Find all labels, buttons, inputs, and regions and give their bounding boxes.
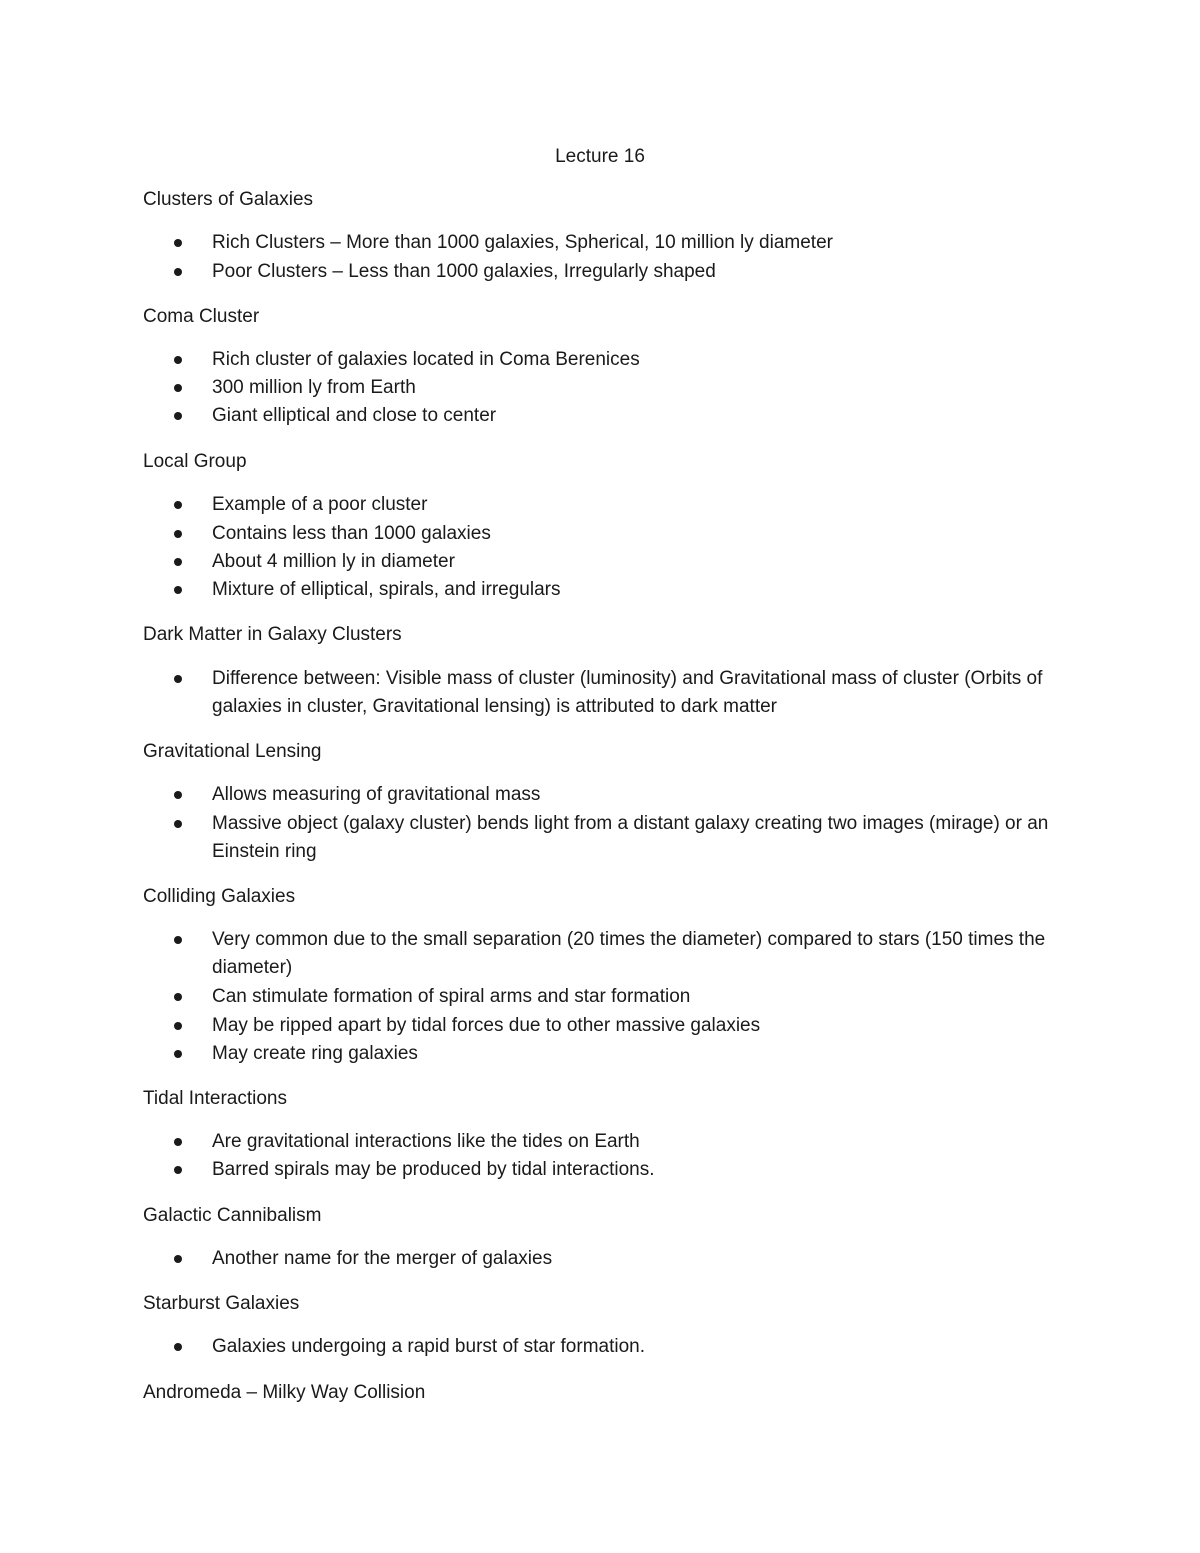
- list-item-text: Barred spirals may be produced by tidal interactions.: [212, 1159, 655, 1180]
- list-item-text: Allows measuring of gravitational mass: [212, 784, 541, 805]
- list-item: [174, 491, 1054, 519]
- list-item-text: Poor Clusters – Less than 1000 galaxies, Irregularly shaped: [212, 261, 716, 282]
- list-item-text: Giant elliptical and close to center: [212, 405, 497, 426]
- list-item: [174, 548, 1054, 576]
- list-item: [174, 781, 1054, 809]
- list-item-text: About 4 million ly in diameter: [212, 551, 455, 572]
- list-item-text: Galaxies undergoing a rapid burst of star formation.: [212, 1336, 646, 1357]
- list-item: [174, 520, 1054, 548]
- section-heading: Local Group: [143, 451, 247, 472]
- bullet-icon: [174, 558, 182, 566]
- list-item: [174, 1156, 1054, 1184]
- list-item-text: Rich cluster of galaxies located in Coma Berenices: [212, 349, 640, 370]
- bullet-icon: [174, 1255, 182, 1263]
- bullet-icon: [174, 501, 182, 509]
- list-item-text: Mixture of elliptical, spirals, and irregulars: [212, 579, 561, 600]
- page-title: Lecture 16: [555, 146, 645, 167]
- section-heading: Coma Cluster: [143, 306, 260, 327]
- section-heading: Tidal Interactions: [143, 1088, 287, 1109]
- list-item: [174, 983, 1054, 1011]
- bullet-icon: [174, 586, 182, 594]
- section-heading: Clusters of Galaxies: [143, 189, 314, 210]
- list-item: [174, 1012, 1054, 1040]
- list-item-text: Contains less than 1000 galaxies: [212, 523, 491, 544]
- list-item-text: Very common due to the small separation (20 times the diameter) compared to stars (150 times the diameter): [212, 929, 1046, 978]
- list-item: [174, 402, 1054, 430]
- section-heading: Andromeda – Milky Way Collision: [143, 1382, 426, 1403]
- bullet-icon: [174, 1050, 182, 1058]
- list-item-text: May create ring galaxies: [212, 1043, 418, 1064]
- list-item: [174, 1128, 1054, 1156]
- section-heading: Galactic Cannibalism: [143, 1205, 322, 1226]
- list-item: [174, 1333, 1054, 1361]
- list-item-text: Are gravitational interactions like the tides on Earth: [212, 1131, 640, 1152]
- list-item: [174, 258, 1054, 286]
- bullet-icon: [174, 384, 182, 392]
- list-item: [174, 374, 1054, 402]
- list-item-text: Example of a poor cluster: [212, 494, 428, 515]
- section-heading: Colliding Galaxies: [143, 886, 296, 907]
- bullet-icon: [174, 1138, 182, 1146]
- list-item: [174, 665, 1054, 721]
- bullet-icon: [174, 239, 182, 247]
- list-item-text: Difference between: Visible mass of cluster (luminosity) and Gravitational mass of cluster (Orbits of galaxies in cluster, Gravitational lensing) is attributed to dark matter: [212, 668, 1043, 717]
- bullet-icon: [174, 675, 182, 683]
- list-item-text: Massive object (galaxy cluster) bends light from a distant galaxy creating two images (mirage) or an Einstein ring: [212, 813, 1049, 862]
- list-item-text: Can stimulate formation of spiral arms and star formation: [212, 986, 691, 1007]
- bullet-icon: [174, 791, 182, 799]
- list-item-text: Another name for the merger of galaxies: [212, 1248, 553, 1269]
- list-item: [174, 576, 1054, 604]
- list-item: [174, 1245, 1054, 1273]
- bullet-icon: [174, 1022, 182, 1030]
- list-item: [174, 1040, 1054, 1068]
- section-heading: Dark Matter in Galaxy Clusters: [143, 624, 402, 645]
- list-item-text: 300 million ly from Earth: [212, 377, 416, 398]
- bullet-icon: [174, 530, 182, 538]
- bullet-icon: [174, 936, 182, 944]
- bullet-icon: [174, 993, 182, 1001]
- list-item: [174, 346, 1054, 374]
- bullet-icon: [174, 356, 182, 364]
- list-item: [174, 926, 1054, 982]
- list-item-text: May be ripped apart by tidal forces due to other massive galaxies: [212, 1015, 761, 1036]
- list-item: [174, 229, 1054, 257]
- bullet-icon: [174, 1166, 182, 1174]
- section-heading: Starburst Galaxies: [143, 1293, 300, 1314]
- list-item: [174, 810, 1054, 866]
- bullet-icon: [174, 268, 182, 276]
- bullet-icon: [174, 820, 182, 828]
- bullet-icon: [174, 412, 182, 420]
- section-heading: Gravitational Lensing: [143, 741, 322, 762]
- list-item-text: Rich Clusters – More than 1000 galaxies, Spherical, 10 million ly diameter: [212, 232, 833, 253]
- bullet-icon: [174, 1343, 182, 1351]
